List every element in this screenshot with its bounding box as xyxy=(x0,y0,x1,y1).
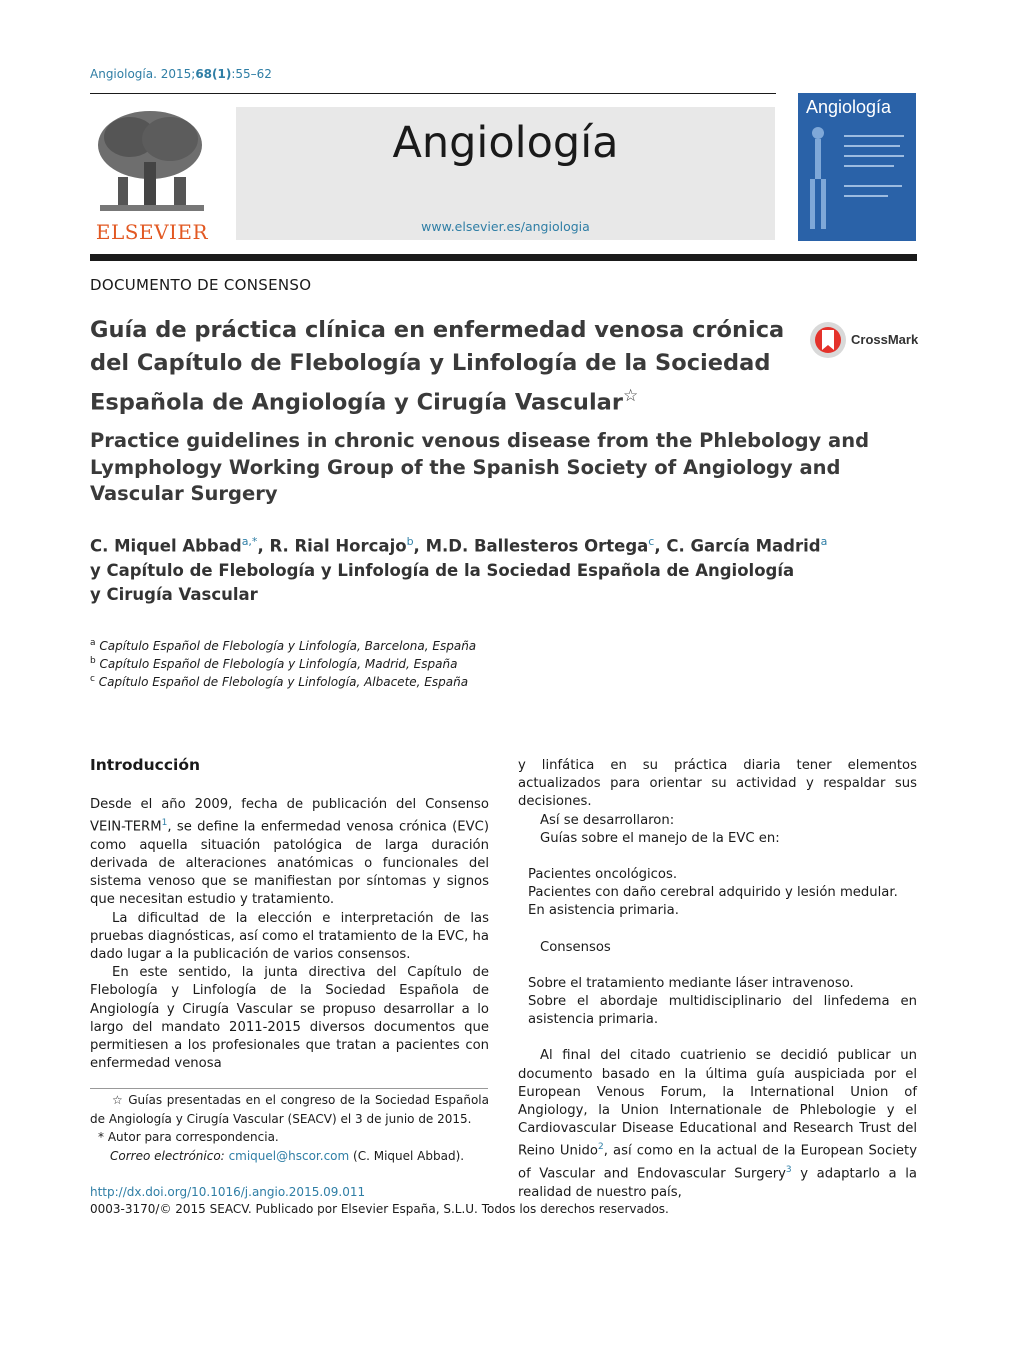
list-item: Sobre el abordaje multidisciplinario del linfedema en asistencia primaria. xyxy=(528,994,917,1028)
paragraph: En este sentido, la junta directiva del Capítulo de Flebología y Linfología de la Sociedad Española de Angiología y Cirugía Vascular se propuso desarrollar a lo largo del mandato 2011-2015 diversos documentos que permitiesen a los profesionales que tratan a pacientes con enfermedad venosa xyxy=(90,965,489,1072)
article-title-en: Practice guidelines in chronic venous disease from the Phlebology and Lymphology Working Group of the Spanish Society of Angiology and Vascular Surgery xyxy=(90,429,870,505)
crossmark-label[interactable]: CrossMark xyxy=(851,332,919,347)
doi-link[interactable]: http://dx.doi.org/10.1016/j.angio.2015.09.011 xyxy=(90,1185,366,1199)
paragraph: Guías sobre el manejo de la EVC en: xyxy=(540,830,780,846)
list-item: Pacientes oncológicos. xyxy=(528,867,678,883)
affiliation-mark: b xyxy=(90,656,96,666)
article-title-es xyxy=(90,314,790,420)
author-name: C. Miquel Abbad xyxy=(90,536,242,556)
journal-citation[interactable] xyxy=(90,67,272,81)
journal-url[interactable]: www.elsevier.es/angiologia xyxy=(421,219,590,234)
consensos-label: Consensos xyxy=(540,939,611,955)
left-column xyxy=(90,796,489,1073)
list-item: En asistencia primaria. xyxy=(528,903,679,919)
footnote-mark: * xyxy=(98,1130,104,1144)
paragraph-text: , así como en la actual de la European Society of Vascular and Endovascular Surgery xyxy=(518,1143,917,1182)
footnote-mark: ☆ xyxy=(112,1093,124,1107)
email-link[interactable]: cmiquel@hscor.com xyxy=(228,1148,350,1163)
header-rule xyxy=(90,93,776,94)
author-name: R. Rial Horcajo xyxy=(269,536,407,556)
reference-link[interactable]: 2 xyxy=(598,1142,604,1153)
citation-volume: 68(1) xyxy=(195,67,232,81)
author-affil-mark[interactable]: b xyxy=(406,535,414,548)
footnote xyxy=(90,1128,489,1147)
affiliation xyxy=(90,638,690,653)
cover-title: Angiología xyxy=(806,97,892,117)
citation-prefix: Angiología. 2015; xyxy=(90,67,196,81)
title-footnote-mark[interactable]: ☆ xyxy=(622,386,639,406)
email-suffix: (C. Miquel Abbad). xyxy=(353,1148,465,1163)
footnotes xyxy=(90,1091,489,1165)
footnote-text: Autor para correspondencia. xyxy=(107,1130,279,1144)
list-item: Sobre el tratamiento mediante láser intravenoso. xyxy=(528,975,854,991)
group-author: y Capítulo de Flebología y Linfología de la Sociedad Española de Angiología y Cirugía Vascular xyxy=(90,560,795,604)
footnote-email xyxy=(90,1147,489,1166)
paragraph: y linfática en su práctica diaria tener elementos actualizados para orientar su actividad y respaldar sus decisiones. xyxy=(518,758,917,810)
affiliation-mark: c xyxy=(90,674,95,684)
affiliation-text: Capítulo Español de Flebología y Linfología, Barcelona, España xyxy=(99,639,477,653)
journal-title: Angiología xyxy=(392,118,619,168)
paragraph: La dificultad de la elección e interpretación de las pruebas diagnósticas, así como el tratamiento de la EVC, ha dado lugar a la publicación de varios consensos. xyxy=(90,910,489,963)
reference-link[interactable]: 3 xyxy=(785,1165,792,1176)
header-thick-rule xyxy=(90,254,917,261)
affiliation xyxy=(90,656,690,671)
copyright: 0003-3170/© 2015 SEACV. Publicado por Elsevier España, S.L.U. Todos los derechos reservados. xyxy=(90,1202,669,1216)
author-affil-mark[interactable]: a xyxy=(820,535,828,548)
paragraph: Así se desarrollaron: xyxy=(540,812,675,828)
footnote xyxy=(90,1091,489,1128)
title-es-text: Guía de práctica clínica en enfermedad venosa crónica del Capítulo de Flebología y Linfología de la Sociedad Española de Angiología y Cirugía Vascular xyxy=(90,317,785,416)
right-column xyxy=(518,757,917,1202)
paragraph xyxy=(90,796,489,910)
paragraph-text: Desde el año 2009, fecha de publicación del Consenso VEIN-TERM xyxy=(90,797,489,835)
citation-pages: :55–62 xyxy=(231,67,272,81)
reference-link[interactable]: 1 xyxy=(161,818,168,829)
paragraph-text: y adaptarlo a la realidad de nuestro país, xyxy=(518,1166,917,1200)
affiliation-text: Capítulo Español de Flebología y Linfología, Albacete, España xyxy=(98,675,469,689)
section-label: DOCUMENTO DE CONSENSO xyxy=(90,276,312,294)
affiliation-mark: a xyxy=(90,638,96,648)
affiliation xyxy=(90,674,690,689)
affiliation-text: Capítulo Español de Flebología y Linfología, Madrid, España xyxy=(99,657,458,671)
list-item: Pacientes con daño cerebral adquirido y lesión medular. xyxy=(528,885,898,901)
author-affil-mark[interactable]: c xyxy=(648,535,655,548)
email-label: Correo electrónico: xyxy=(110,1148,225,1163)
author-list: C. Miquel Abbad$^{a,*}$, R. Rial Horcajo$^b$, M.D. Ballesteros Ortega$^c$, C. García Madrid$^a$ y Capítulo de Flebología y Linfología de la Sociedad Española de Angiología y Cirugía Vascular xyxy=(90,530,890,607)
publisher-name: ELSEVIER xyxy=(95,220,209,244)
author-name: C. García Madrid xyxy=(666,536,821,556)
author-affil-mark[interactable]: a,* xyxy=(241,535,258,548)
author-name: M.D. Ballesteros Ortega xyxy=(425,536,649,556)
paragraph-text: Al final del citado cuatrienio se decidió publicar un documento basado en la última guía auspiciada por el European Venous Forum, la International Union of Angiology, la Union Internationale de Phlebologie y el Cardiovascular Disease Educational and Research Trust del Reino Unido xyxy=(518,1048,917,1159)
footnote-text: Guías presentadas en el congreso de la Sociedad Española de Angiología y Cirugía Vascular (SEACV) el 3 de junio de 2015. xyxy=(90,1093,489,1126)
paragraph xyxy=(518,1047,917,1201)
intro-heading: Introducción xyxy=(90,756,201,774)
footnote-rule xyxy=(90,1088,488,1089)
paragraph-text: , se define la enfermedad venosa crónica (EVC) como aquella situación patológica de larga duración derivada de alteraciones anatómicas o funcionales del sistema venoso que se manifiestan por síntomas y signos que necesitan estudio y tratamiento. xyxy=(90,819,489,908)
